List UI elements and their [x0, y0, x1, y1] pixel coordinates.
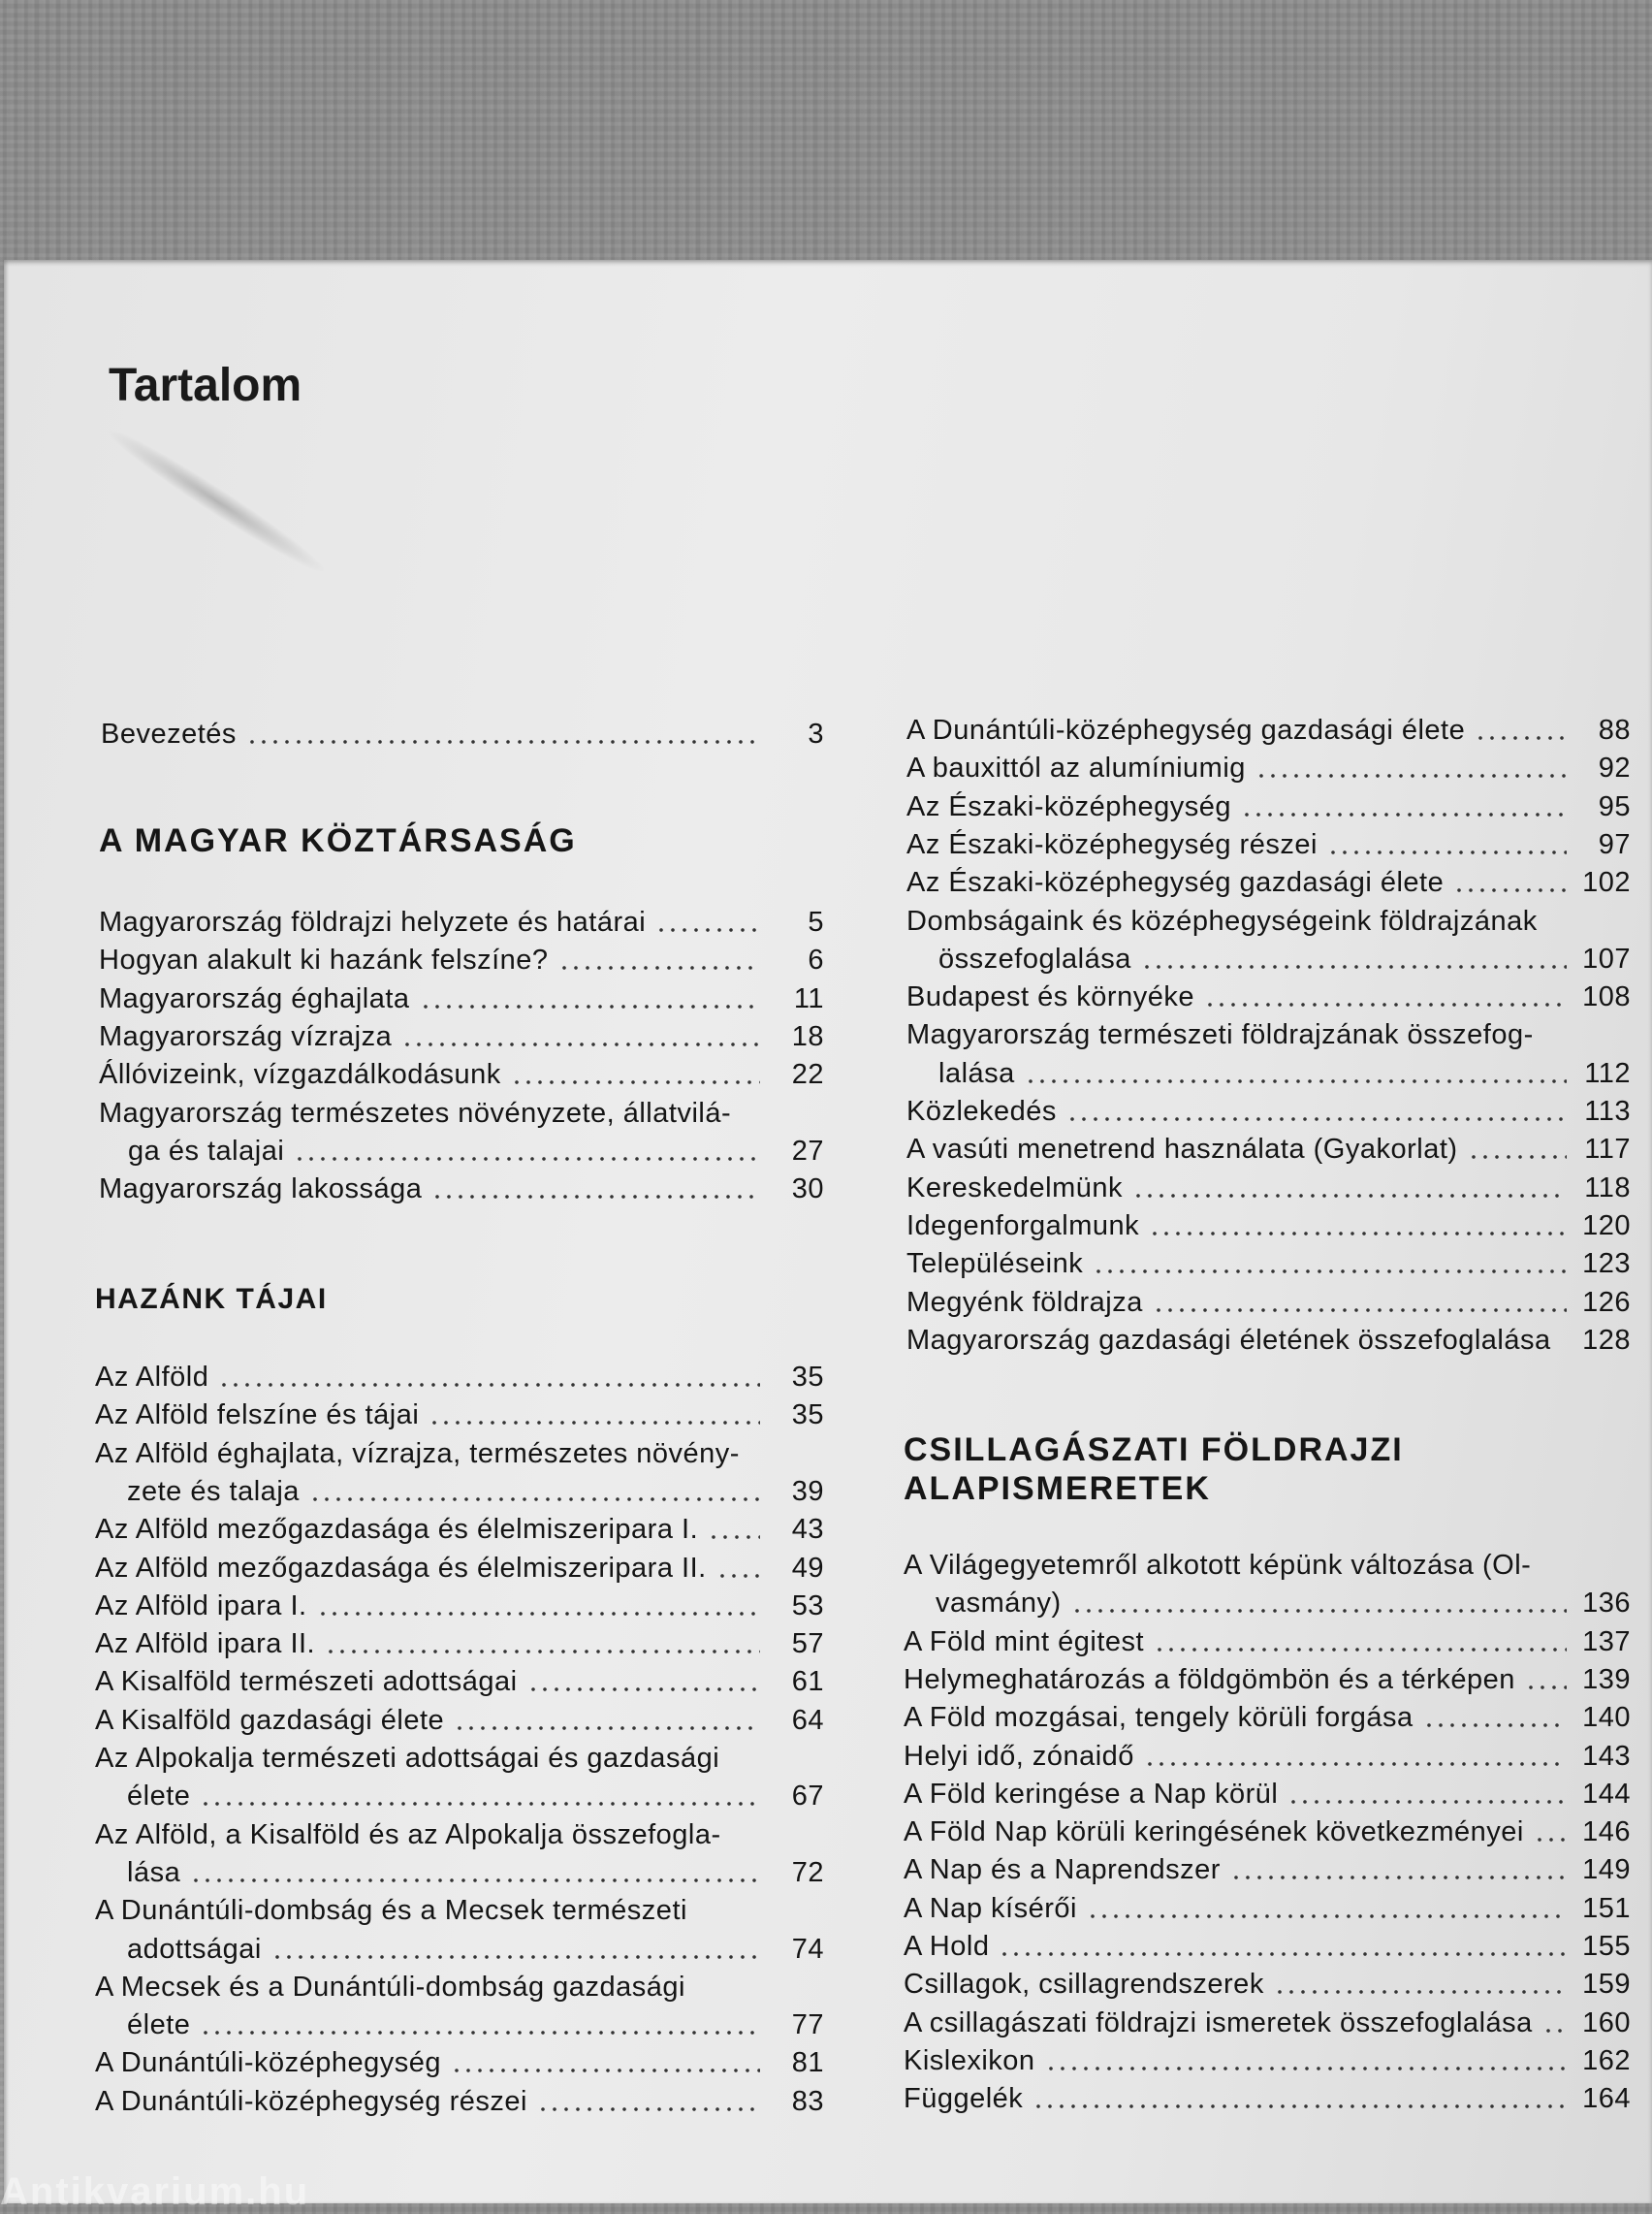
toc-entry-title: Bevezetés [101, 719, 237, 750]
section-heading-csillagaszati-line2: ALAPISMERETEK [904, 1470, 1211, 1507]
toc-page-number: 155 [1582, 1931, 1631, 1962]
toc-entry-title: Az Alföld, a Kisalföld és az Alpokalja összefogla- [95, 1818, 721, 1850]
toc-entry[interactable] [938, 1055, 1631, 1093]
toc-entry-title: Függelék [904, 2083, 1024, 2115]
toc-entry-title: A bauxittól az alumíniumig [906, 753, 1246, 785]
toc-entry-title: Magyarország vízrajza [99, 1020, 393, 1052]
toc-entry-title: Az Alföld mezőgazdasága és élelmiszeripara II. [95, 1552, 707, 1584]
toc-entry[interactable] [904, 1851, 1631, 1889]
toc-entry-title: Kislexikon [904, 2044, 1035, 2076]
toc-entry-title: Megyénk földrajza [906, 1286, 1143, 1318]
toc-entry[interactable] [904, 2080, 1631, 2118]
toc-page-number: 57 [791, 1628, 824, 1660]
toc-page-number: 164 [1582, 2083, 1631, 2115]
dot-leader [1087, 1902, 1567, 1919]
dot-leader [655, 915, 760, 933]
dot-leader [1423, 1711, 1567, 1728]
toc-page-number: 67 [791, 1781, 824, 1813]
toc-page-number: 30 [791, 1173, 824, 1205]
toc-entry-title: A Kisalföld természeti adottságai [95, 1666, 518, 1698]
toc-page-number: 117 [1584, 1134, 1631, 1166]
toc-entry-title: Az Alföld ipara II. [95, 1628, 316, 1660]
toc-page-number: 140 [1582, 1702, 1631, 1734]
toc-entry[interactable] [904, 2005, 1631, 2042]
toc-page-number: 39 [791, 1475, 824, 1507]
toc-page-number: 137 [1582, 1625, 1631, 1657]
toc-page-number: 112 [1584, 1057, 1631, 1089]
toc-entry-title: A csillagászati földrajzi ismeretek összefoglalása [904, 2006, 1533, 2038]
toc-page-number: 53 [791, 1589, 824, 1621]
toc-entry[interactable] [99, 980, 824, 1018]
toc-page-number: 64 [791, 1704, 824, 1736]
toc-entry[interactable] [99, 1018, 824, 1056]
toc-entry[interactable] [906, 1093, 1631, 1131]
dot-leader [190, 1866, 760, 1883]
dot-leader [1255, 761, 1567, 779]
toc-entry[interactable] [95, 1359, 824, 1396]
toc-entry-title: Dombságaink és középhegységeink földrajzának [906, 905, 1538, 937]
toc-page-number: 49 [791, 1552, 824, 1584]
toc-entry-title: A Nap és a Naprendszer [904, 1854, 1221, 1886]
toc-entry-title: Az Alföld [95, 1362, 209, 1393]
toc-entry[interactable] [99, 904, 824, 942]
toc-entry-continuation: ga és talajai [128, 1135, 285, 1167]
page-title: Tartalom [109, 360, 302, 411]
section-heading-hazank-tajai: HAZÁNK TÁJAI [95, 1283, 328, 1315]
toc-page-number: 72 [791, 1856, 824, 1888]
toc-entry[interactable] [99, 1171, 824, 1208]
toc-entry-continuation: vasmány) [936, 1588, 1062, 1620]
dot-leader [1153, 1296, 1567, 1313]
dot-leader [1274, 1977, 1567, 1995]
toc-entry-title: Magyarország természeti földrajzának összefog- [906, 1019, 1534, 1051]
toc-entry[interactable] [99, 1056, 824, 1094]
dot-leader [1045, 2054, 1567, 2071]
dot-leader [1066, 1105, 1567, 1122]
toc-page-number: 92 [1598, 753, 1631, 785]
toc-page-number: 5 [808, 907, 824, 938]
toc-entry[interactable] [95, 1511, 824, 1549]
toc-entry-title: A Föld mint égitest [904, 1625, 1145, 1657]
dot-leader [1230, 1863, 1567, 1880]
toc-entry-title: Az Északi-középhegység gazdasági élete [906, 867, 1445, 899]
dot-leader [246, 727, 760, 745]
toc-entry[interactable] [95, 1588, 824, 1625]
toc-entry[interactable] [127, 1931, 824, 1969]
toc-page-number: 83 [791, 2085, 824, 2117]
toc-page-number: 136 [1582, 1588, 1631, 1620]
dot-leader [511, 1068, 760, 1085]
toc-entry[interactable] [906, 712, 1631, 750]
toc-page-number: 61 [791, 1666, 824, 1698]
section-heading-a-magyar-koztarsasag: A MAGYAR KÖZTÁRSASÁG [99, 822, 577, 859]
toc-entry-continuation: zete és talaja [127, 1475, 300, 1507]
toc-page-number: 107 [1582, 943, 1631, 975]
toc-entry[interactable] [128, 1133, 824, 1171]
toc-entry-title: Hogyan alakult ki hazánk felszíne? [99, 945, 549, 977]
toc-entry[interactable] [127, 1854, 824, 1892]
toc-entry[interactable] [906, 1245, 1631, 1283]
dot-leader [1534, 1825, 1567, 1843]
toc-page-number: 160 [1582, 2006, 1631, 2038]
toc-entry-continuation: élete [127, 1781, 191, 1813]
toc-entry-title: A Föld mozgásai, tengely körüli forgása [904, 1702, 1414, 1734]
dot-leader [1144, 1749, 1567, 1767]
toc-entry-continuation: lalása [938, 1057, 1015, 1089]
dot-leader [1475, 723, 1567, 741]
dot-leader [1132, 1181, 1567, 1199]
dot-leader [1154, 1635, 1567, 1652]
toc-entry[interactable] [904, 1966, 1631, 2004]
dot-leader [1327, 838, 1567, 855]
toc-page-number: 120 [1582, 1209, 1631, 1241]
dot-leader [1071, 1596, 1567, 1614]
dot-leader [1453, 876, 1567, 893]
toc-entry-title: Az Alpokalja természeti adottságai és gazdasági [95, 1743, 720, 1774]
toc-page-number: 144 [1582, 1778, 1631, 1810]
toc-entry[interactable] [904, 1738, 1631, 1776]
toc-entry-continuation: lása [127, 1856, 181, 1888]
toc-entry[interactable] [127, 2006, 824, 2044]
toc-entry-title: Magyarország természetes növényzete, állatvilá- [99, 1097, 732, 1129]
toc-page-number: 3 [808, 719, 824, 750]
toc-entry[interactable] [906, 1322, 1631, 1360]
toc-entry[interactable] [906, 979, 1631, 1016]
toc-page-number: 95 [1598, 790, 1631, 822]
toc-page-number: 143 [1582, 1740, 1631, 1772]
toc-entry-title: A vasúti menetrend használata (Gyakorlat) [906, 1134, 1458, 1166]
dot-leader [271, 1942, 760, 1960]
dot-leader [1241, 800, 1567, 818]
dot-leader [1141, 952, 1567, 970]
toc-entry-title: A Dunántúli-dombság és a Mecsek természeti [95, 1895, 687, 1927]
toc-entry[interactable] [906, 1170, 1631, 1207]
toc-entry-title: Közlekedés [906, 1096, 1057, 1127]
toc-entry[interactable] [936, 1585, 1631, 1622]
toc-entry[interactable] [127, 1473, 824, 1511]
dot-leader [317, 1599, 760, 1617]
dot-leader [1468, 1142, 1567, 1160]
toc-entry-title: A Föld keringése a Nap körül [904, 1778, 1279, 1810]
dot-leader [218, 1370, 760, 1388]
dot-leader [537, 2095, 760, 2112]
dot-leader [1525, 1673, 1567, 1690]
toc-page-number: 159 [1582, 1969, 1631, 2001]
dot-leader [1287, 1787, 1567, 1805]
dot-leader [200, 2018, 760, 2036]
toc-entry[interactable] [904, 2042, 1631, 2080]
toc-page-number: 35 [791, 1362, 824, 1393]
dot-leader [1542, 2016, 1567, 2034]
toc-entry-title: Az Alföld éghajlata, vízrajza, természetes növény- [95, 1437, 740, 1469]
toc-page-number: 113 [1584, 1096, 1631, 1127]
toc-page-number: 27 [791, 1135, 824, 1167]
toc-entry[interactable] [906, 1207, 1631, 1245]
toc-entry-title: Az Alföld felszíne és tájai [95, 1399, 420, 1431]
section-heading-csillagaszati-line1: CSILLAGÁSZATI FÖLDRAJZI [904, 1431, 1404, 1468]
toc-entry[interactable] [95, 1550, 824, 1588]
toc-entry-title: Magyarország éghajlata [99, 982, 410, 1014]
toc-entry[interactable] [904, 1890, 1631, 1928]
toc-entry-title: Az Északi-középhegység [906, 790, 1231, 822]
toc-entry-title: Magyarország lakossága [99, 1173, 423, 1205]
toc-entry[interactable] [904, 1661, 1631, 1699]
toc-page-number: 108 [1582, 981, 1631, 1013]
toc-page-number: 97 [1598, 828, 1631, 860]
toc-entry-continuation: adottságai [127, 1933, 262, 1965]
toc-entry[interactable] [95, 2044, 824, 2082]
toc-entry[interactable] [95, 1663, 824, 1701]
dot-leader [429, 1408, 760, 1426]
toc-entry-title: Magyarország gazdasági életének összefoglalása [906, 1324, 1551, 1356]
toc-entry[interactable] [904, 1699, 1631, 1737]
toc-entry[interactable] [99, 942, 824, 979]
toc-entry-title: Az Alföld mezőgazdasága és élelmiszeripara I. [95, 1514, 699, 1546]
toc-page-number: 77 [791, 2009, 824, 2041]
toc-entry-title: Magyarország földrajzi helyzete és határai [99, 907, 647, 938]
toc-page-number: 126 [1582, 1286, 1631, 1318]
toc-page-number: 123 [1582, 1248, 1631, 1280]
toc-entry-title: Állóvizeink, vízgazdálkodásunk [99, 1059, 501, 1091]
toc-entry-title: A Világegyetemről alkotott képünk változása (Ol- [904, 1550, 1532, 1581]
toc-entry[interactable] [906, 750, 1631, 787]
toc-entry[interactable] [127, 1778, 824, 1815]
toc-page-number: 18 [791, 1020, 824, 1052]
toc-entry-title: Idegenforgalmunk [906, 1209, 1140, 1241]
toc-entry[interactable] [904, 1623, 1631, 1661]
toc-entry-title: A Mecsek és a Dunántúli-dombság gazdasági [95, 1971, 685, 2003]
toc-page-number: 81 [791, 2047, 824, 2079]
toc-page-number: 6 [808, 945, 824, 977]
dot-leader [999, 1940, 1567, 1957]
toc-entry[interactable] [95, 1702, 824, 1740]
toc-entry[interactable] [906, 864, 1631, 902]
toc-entry-title: A Dunántúli-középhegység részei [95, 2085, 527, 2117]
dot-leader [1025, 1067, 1567, 1084]
toc-entry[interactable] [906, 1284, 1631, 1322]
toc-entry[interactable] [906, 826, 1631, 864]
toc-page-number: 43 [791, 1514, 824, 1546]
dot-leader [1032, 2092, 1567, 2109]
toc-entry-title: Kereskedelmünk [906, 1171, 1123, 1203]
dot-leader [1204, 990, 1567, 1008]
toc-page-number: 11 [793, 982, 824, 1014]
toc-entry[interactable] [904, 1776, 1631, 1813]
toc-entry-title: Csillagok, csillagrendszerek [904, 1969, 1264, 2001]
toc-entry[interactable] [938, 941, 1631, 979]
toc-entry-title: A Föld Nap körüli keringésének következményei [904, 1816, 1524, 1848]
toc-entry-title: A Dunántúli-középhegység [95, 2047, 442, 2079]
dot-leader [420, 992, 760, 1010]
dot-leader [1561, 1333, 1567, 1351]
watermark: Antikvarium.hu [0, 2170, 310, 2213]
toc-page-number: 102 [1582, 867, 1631, 899]
toc-entry-continuation: összefoglalása [938, 943, 1131, 975]
dot-leader [294, 1144, 760, 1162]
toc-entry-title: Helymeghatározás a földgömbön és a térképen [904, 1663, 1515, 1695]
dot-leader [309, 1485, 760, 1502]
dot-leader [454, 1714, 760, 1731]
toc-page-number: 149 [1582, 1854, 1631, 1886]
toc-entry-title: A Nap kísérői [904, 1892, 1077, 1924]
toc-page-number: 139 [1582, 1663, 1631, 1695]
toc-entry-continuation: élete [127, 2009, 191, 2041]
toc-page-number: 35 [791, 1399, 824, 1431]
dot-leader [325, 1637, 760, 1654]
toc-page-number: 162 [1582, 2044, 1631, 2076]
toc-page-number: 88 [1598, 715, 1631, 746]
toc-entry[interactable] [906, 788, 1631, 826]
toc-entry[interactable] [906, 1131, 1631, 1169]
toc-entry-title: Helyi idő, zónaidő [904, 1740, 1134, 1772]
dot-leader [1149, 1219, 1567, 1236]
toc-entry-title: Az Alföld ipara I. [95, 1589, 307, 1621]
toc-entry-title: A Kisalföld gazdasági élete [95, 1704, 445, 1736]
dot-leader [708, 1523, 760, 1540]
toc-page-number: 74 [791, 1933, 824, 1965]
toc-entry[interactable] [95, 1396, 824, 1434]
toc-entry[interactable] [95, 1625, 824, 1663]
dot-leader [431, 1182, 760, 1200]
dot-leader [200, 1789, 760, 1807]
toc-entry-title: Az Északi-középhegység részei [906, 828, 1318, 860]
toc-page-number: 146 [1582, 1816, 1631, 1848]
toc-entry[interactable] [904, 1928, 1631, 1966]
toc-entry-title: Településeink [906, 1248, 1084, 1280]
toc-page-number: 118 [1584, 1171, 1631, 1203]
dot-leader [558, 953, 760, 971]
toc-entry[interactable] [101, 716, 824, 754]
toc-entry[interactable] [95, 2083, 824, 2121]
toc-entry-title: Budapest és környéke [906, 981, 1194, 1013]
dot-leader [1093, 1257, 1567, 1274]
toc-page-number: 128 [1582, 1324, 1631, 1356]
dot-leader [401, 1030, 760, 1047]
dot-leader [527, 1675, 760, 1692]
toc-entry[interactable] [904, 1813, 1631, 1851]
toc-page-number: 151 [1582, 1892, 1631, 1924]
toc-entry-title: A Hold [904, 1931, 990, 1962]
toc-page-number: 22 [791, 1059, 824, 1091]
dot-leader [716, 1561, 760, 1579]
dot-leader [451, 2056, 760, 2073]
toc-entry-title: A Dunántúli-középhegység gazdasági élete [906, 715, 1466, 746]
